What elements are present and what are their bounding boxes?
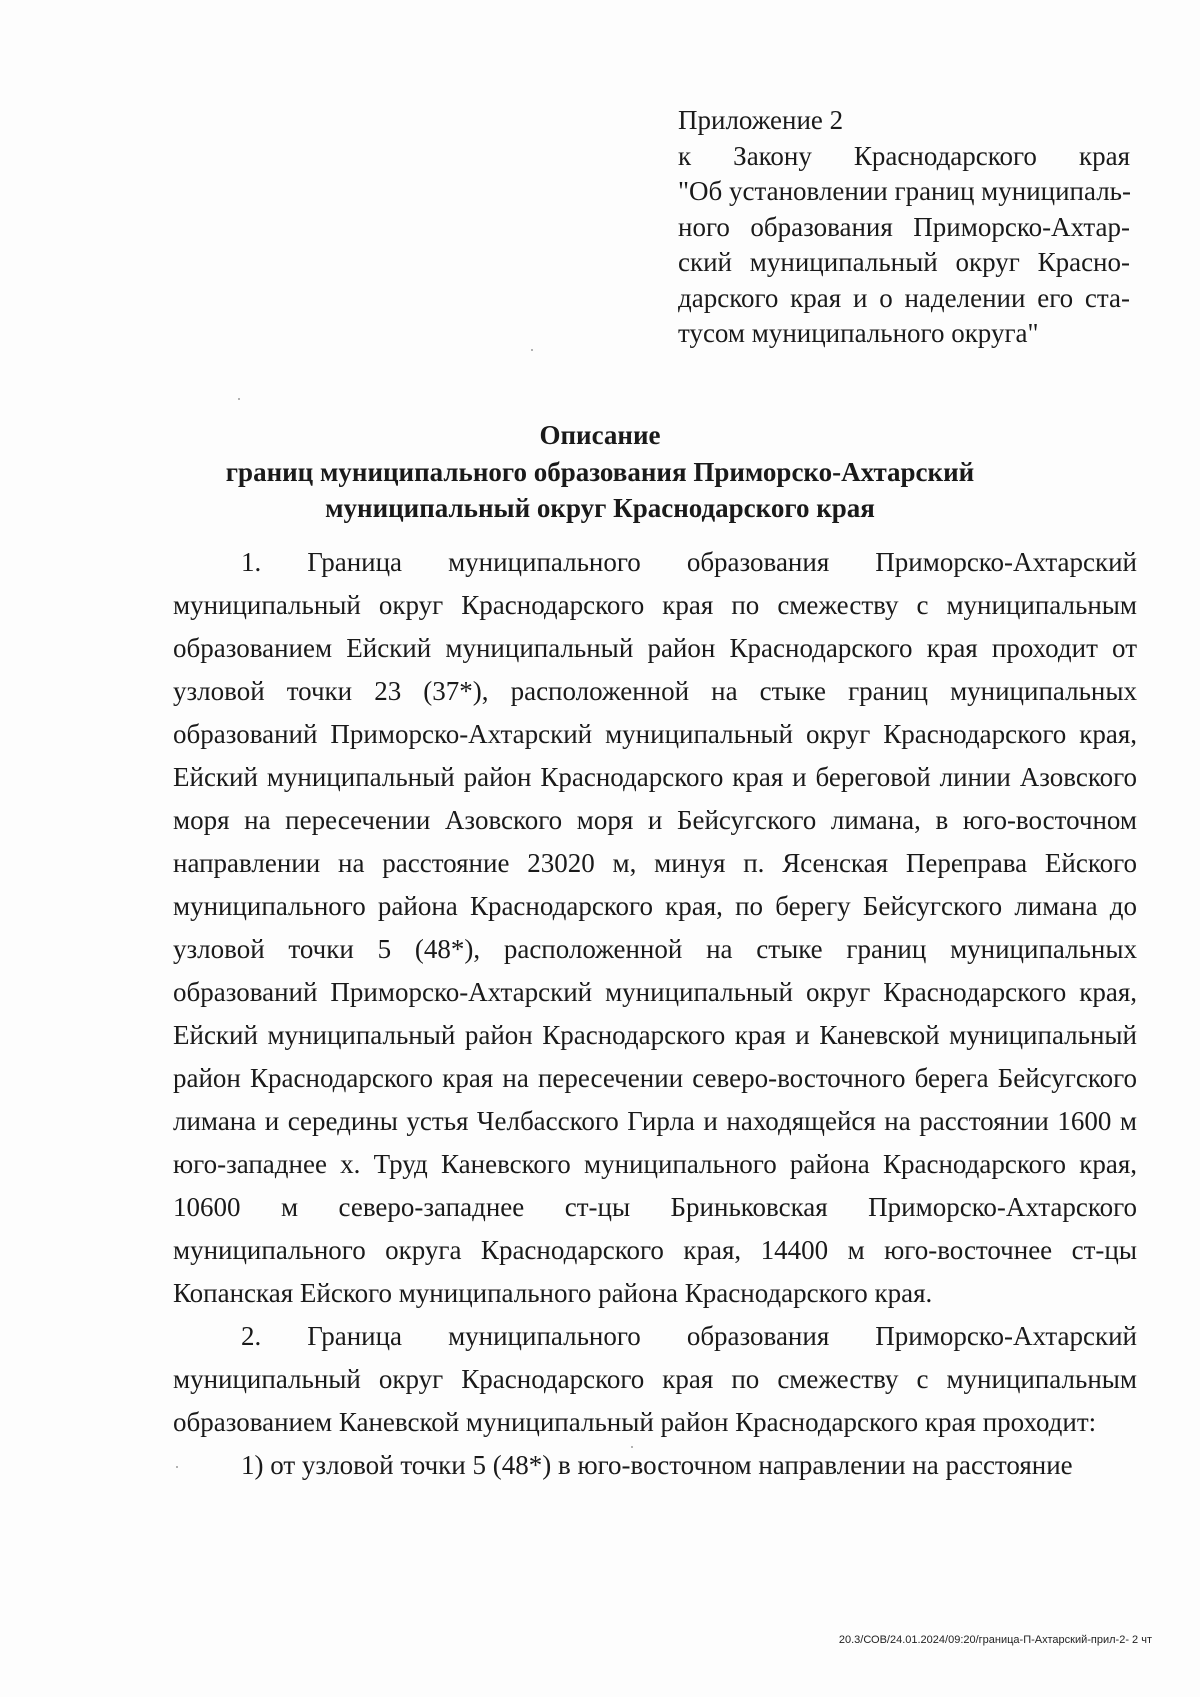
scan-speck <box>238 398 240 400</box>
title-heading: Описание <box>539 420 661 450</box>
paragraph-1: 1. Граница муниципального образования Приморско-Ахтарский муниципальный округ Краснодарского края по смежеству с муниципальным образованием Ейский муниципальный район Краснодарского края проходит от узловой точки 23 (37*), расположенной на стыке границ муниципальных образований Приморско-Ахтарский муниципальный округ Краснодарского края, Ейский муниципальный район Краснодарского края и береговой линии Азовского моря на пересечении Азовского моря и Бейсугского лимана, в юго-восточном направлении на расстояние 23020 м, минуя п. Ясенская Переправа Ейского муниципального района Краснодарского края, по берегу Бейсугского лимана до узловой точки 5 (48*), расположенной на стыке границ муниципальных образований Приморско-Ахтарский муниципальный округ Краснодарского края, Ейский муниципальный район Краснодарского края и Каневской муниципальный район Краснодарского края на пересечении северо-восточного берега Бейсугского лимана и середины устья Челбасского Гирла и находящейся на расстоянии 1600 м юго-западнее х. Труд Каневского муниципального района Краснодарского края, 10600 м северо-западнее ст-цы Бриньковская Приморско-Ахтарского муниципального округа Краснодарского края, 14400 м юго-восточнее ст-цы Копанская Ейского муниципального района Краснодарского края. <box>173 547 1137 1308</box>
scan-speck <box>176 1466 178 1468</box>
appendix-law-title-line: ного образования Приморско-Ахтар- <box>678 211 1130 242</box>
title-subheading: границ муниципального образования Приморско-Ахтарский <box>225 456 975 487</box>
scan-speck <box>631 1446 633 1448</box>
title-subheading: муниципальный округ Краснодарского края <box>325 493 875 523</box>
appendix-law-title-line: "Об установлении границ муниципаль- <box>678 176 1131 206</box>
appendix-law-title-line: дарского края и о наделении его ста- <box>678 282 1130 313</box>
document-title <box>0 417 1200 527</box>
paragraph-2: 2. Граница муниципального образования Приморско-Ахтарский муниципальный округ Краснодарского края по смежеству с муниципальным образованием Каневской муниципальный район Краснодарского края проходит: <box>173 1321 1137 1437</box>
appendix-number: Приложение 2 <box>678 105 844 135</box>
paragraph-2-item-1: 1) от узловой точки 5 (48*) в юго-восточном направлении на расстояние <box>241 1450 1073 1480</box>
appendix-law-title-line: ский муниципальный округ Красно- <box>678 247 1130 277</box>
scan-speck <box>531 349 533 351</box>
footer-stamp: 20.3/СОВ/24.01.2024/09:20/граница-П-Ахтарский-прил-2- 2 чт <box>838 1634 1152 1646</box>
appendix-law-title-line: тусом муниципального округа" <box>678 318 1039 348</box>
document-body <box>173 541 1137 1487</box>
appendix-header <box>678 103 1130 352</box>
appendix-law-reference: к Закону Краснодарского края <box>678 140 1130 171</box>
